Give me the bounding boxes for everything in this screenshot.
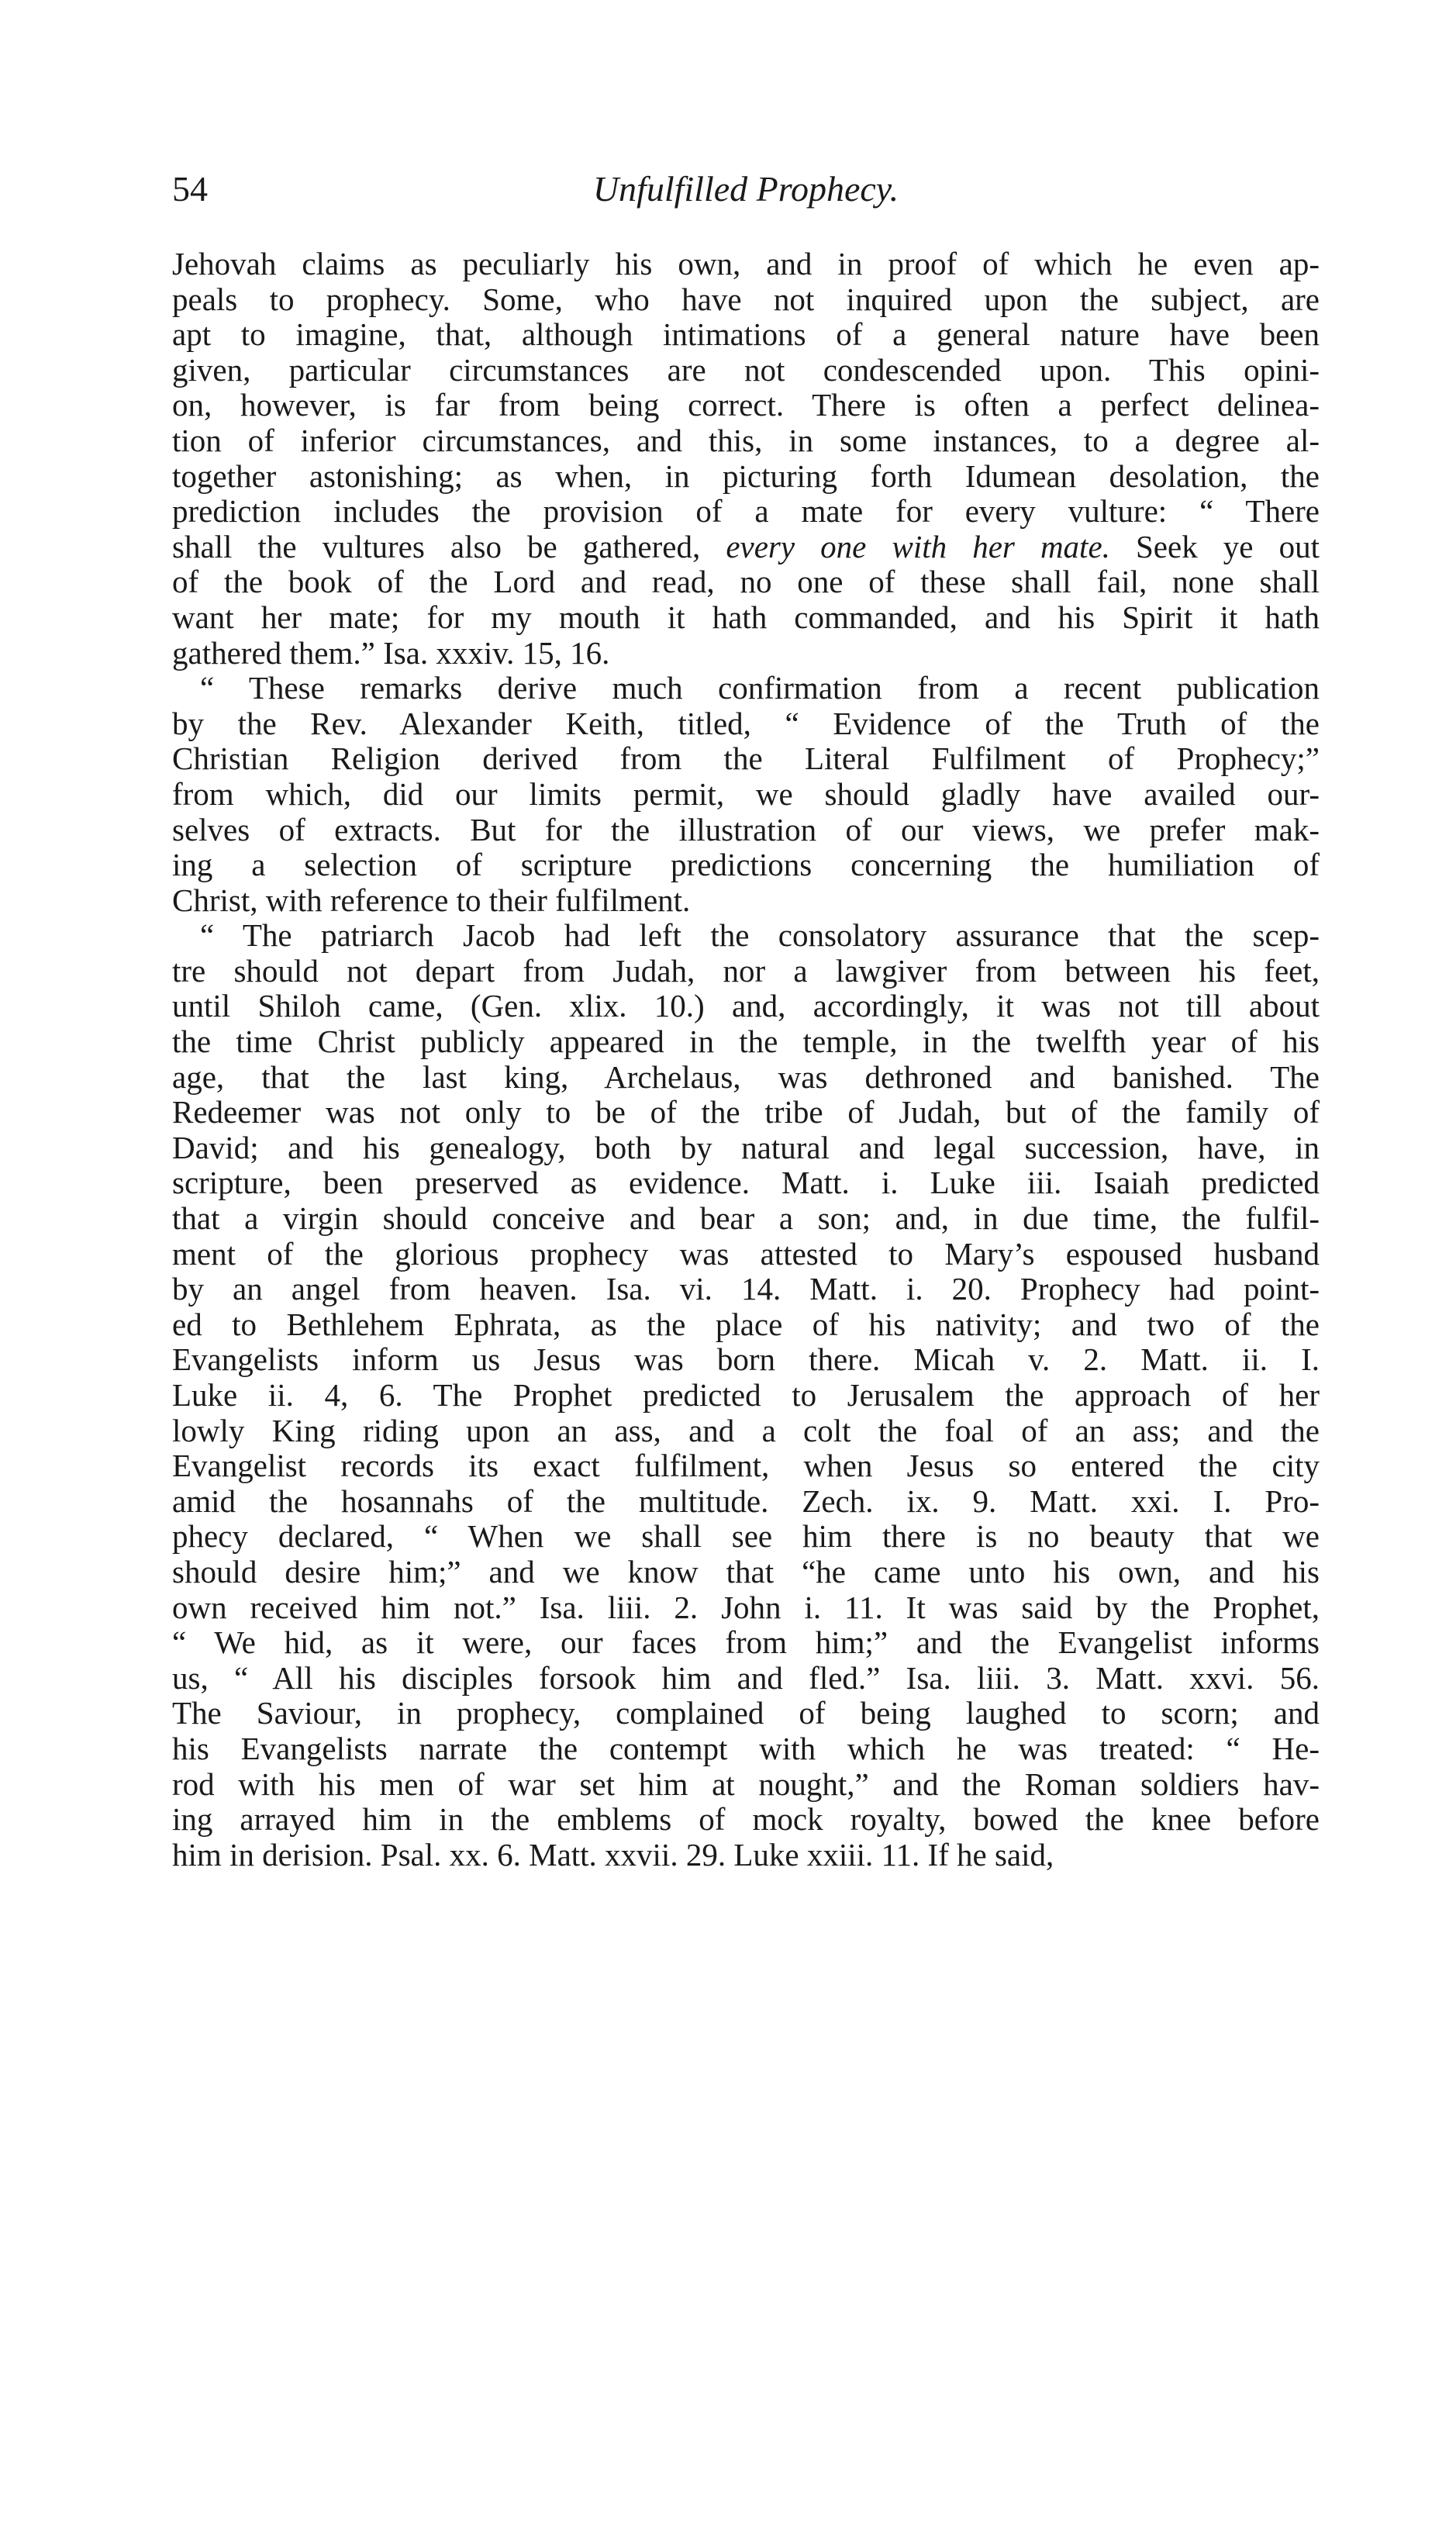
text-line: together astonishing; as when, in picturing forth Idumean desolation, the bbox=[172, 458, 1320, 494]
paragraph bbox=[172, 247, 1320, 671]
text-line: selves of extracts. But for the illustration of our views, we prefer mak- bbox=[172, 812, 1320, 847]
text-line: Jehovah claims as peculiarly his own, and in proof of which he even ap- bbox=[172, 247, 1320, 281]
text-line: Evangelists inform us Jesus was born there. Micah v. 2. Matt. ii. I. bbox=[172, 1342, 1320, 1378]
text-line: own received him not.” Isa. liii. 2. John i. 11. It was said by the Prophet, bbox=[172, 1590, 1320, 1625]
text-line: prediction includes the provision of a mate for every vulture: “ There bbox=[172, 494, 1320, 530]
text-line: want her mate; for my mouth it hath commanded, and his Spirit it hath bbox=[172, 599, 1320, 635]
paragraph bbox=[172, 918, 1320, 1873]
text-line: scripture, been preserved as evidence. Matt. i. Luke iii. Isaiah predicted bbox=[172, 1165, 1320, 1201]
text-line: his Evangelists narrate the contempt with which he was treated: “ He- bbox=[172, 1731, 1320, 1766]
text-line: ing a selection of scripture predictions concerning the humiliation of bbox=[172, 847, 1320, 883]
text-line: that a virgin should conceive and bear a son; and, in due time, the fulfil- bbox=[172, 1201, 1320, 1237]
text-line: by the Rev. Alexander Keith, titled, “ Evidence of the Truth of the bbox=[172, 706, 1320, 741]
text-line: tre should not depart from Judah, nor a lawgiver from between his feet, bbox=[172, 953, 1320, 989]
text-line: amid the hosannahs of the multitude. Zech. ix. 9. Matt. xxi. I. Pro- bbox=[172, 1483, 1320, 1519]
text-line: “ We hid, as it were, our faces from him;” and the Evangelist informs bbox=[172, 1625, 1320, 1661]
text-line: Christ, with reference to their fulfilment. bbox=[172, 882, 691, 918]
running-title: Unfulfilled Prophecy. bbox=[592, 169, 899, 209]
text-line: given, particular circumstances are not condescended upon. This opini- bbox=[172, 352, 1320, 388]
text-line: shall the vultures also be gathered, every one with her mate. Seek ye out bbox=[172, 529, 1320, 564]
text-line: from which, did our limits permit, we should gladly have availed our- bbox=[172, 776, 1320, 812]
text-line: tion of inferior circumstances, and this, in some instances, to a degree al- bbox=[172, 423, 1320, 458]
text-line: the time Christ publicly appeared in the temple, in the twelfth year of his bbox=[172, 1024, 1320, 1060]
text-line: on, however, is far from being correct. There is often a perfect delinea- bbox=[172, 388, 1320, 423]
text-line: ed to Bethlehem Ephrata, as the place of his nativity; and two of the bbox=[172, 1307, 1320, 1342]
page-number: 54 bbox=[172, 169, 208, 209]
text-line: “ These remarks derive much confirmation from a recent publication bbox=[200, 671, 1320, 706]
text-line: lowly King riding upon an ass, and a colt the foal of an ass; and the bbox=[172, 1413, 1320, 1448]
text-line: of the book of the Lord and read, no one of these shall fail, none shall bbox=[172, 564, 1320, 600]
text-line: Redeemer was not only to be of the tribe of Judah, but of the family of bbox=[172, 1095, 1320, 1130]
text-line: by an angel from heaven. Isa. vi. 14. Matt. i. 20. Prophecy had point- bbox=[172, 1272, 1320, 1307]
page-header bbox=[172, 166, 1320, 220]
paragraph bbox=[172, 671, 1320, 918]
text-line: him in derision. Psal. xx. 6. Matt. xxvii. 29. Luke xxiii. 11. If he said, bbox=[172, 1837, 1054, 1873]
text-line: age, that the last king, Archelaus, was dethroned and banished. The bbox=[172, 1059, 1320, 1095]
text-line: until Shiloh came, (Gen. xlix. 10.) and, accordingly, it was not till about bbox=[172, 989, 1320, 1024]
text-line: ing arrayed him in the emblems of mock royalty, bowed the knee before bbox=[172, 1802, 1320, 1838]
text-line: Luke ii. 4, 6. The Prophet predicted to Jerusalem the approach of her bbox=[172, 1378, 1320, 1413]
text-line: David; and his genealogy, both by natural and legal succession, have, in bbox=[172, 1130, 1320, 1165]
text-line: The Saviour, in prophecy, complained of being laughed to scorn; and bbox=[172, 1696, 1320, 1731]
text-line: “ The patriarch Jacob had left the consolatory assurance that the scep- bbox=[200, 918, 1320, 954]
text-line: ment of the glorious prophecy was attested to Mary’s espoused husband bbox=[172, 1236, 1320, 1272]
text-line: should desire him;” and we know that “he came unto his own, and his bbox=[172, 1554, 1320, 1590]
text-line: gathered them.” Isa. xxxiv. 15, 16. bbox=[172, 635, 610, 671]
text-line: rod with his men of war set him at nought,” and the Roman soldiers hav- bbox=[172, 1766, 1320, 1802]
text-line: us, “ All his disciples forsook him and fled.” Isa. liii. 3. Matt. xxvi. 56. bbox=[172, 1660, 1320, 1696]
body-text bbox=[172, 247, 1320, 1873]
text-line: Evangelist records its exact fulfilment, when Jesus so entered the city bbox=[172, 1448, 1320, 1484]
text-line: peals to prophecy. Some, who have not inquired upon the subject, are bbox=[172, 281, 1320, 317]
text-line: phecy declared, “ When we shall see him there is no beauty that we bbox=[172, 1519, 1320, 1555]
text-line: Christian Religion derived from the Literal Fulfilment of Prophecy;” bbox=[172, 741, 1320, 777]
text-line: apt to imagine, that, although intimations of a general nature have been bbox=[172, 317, 1320, 353]
italic-phrase: every one with her mate. bbox=[726, 529, 1110, 564]
